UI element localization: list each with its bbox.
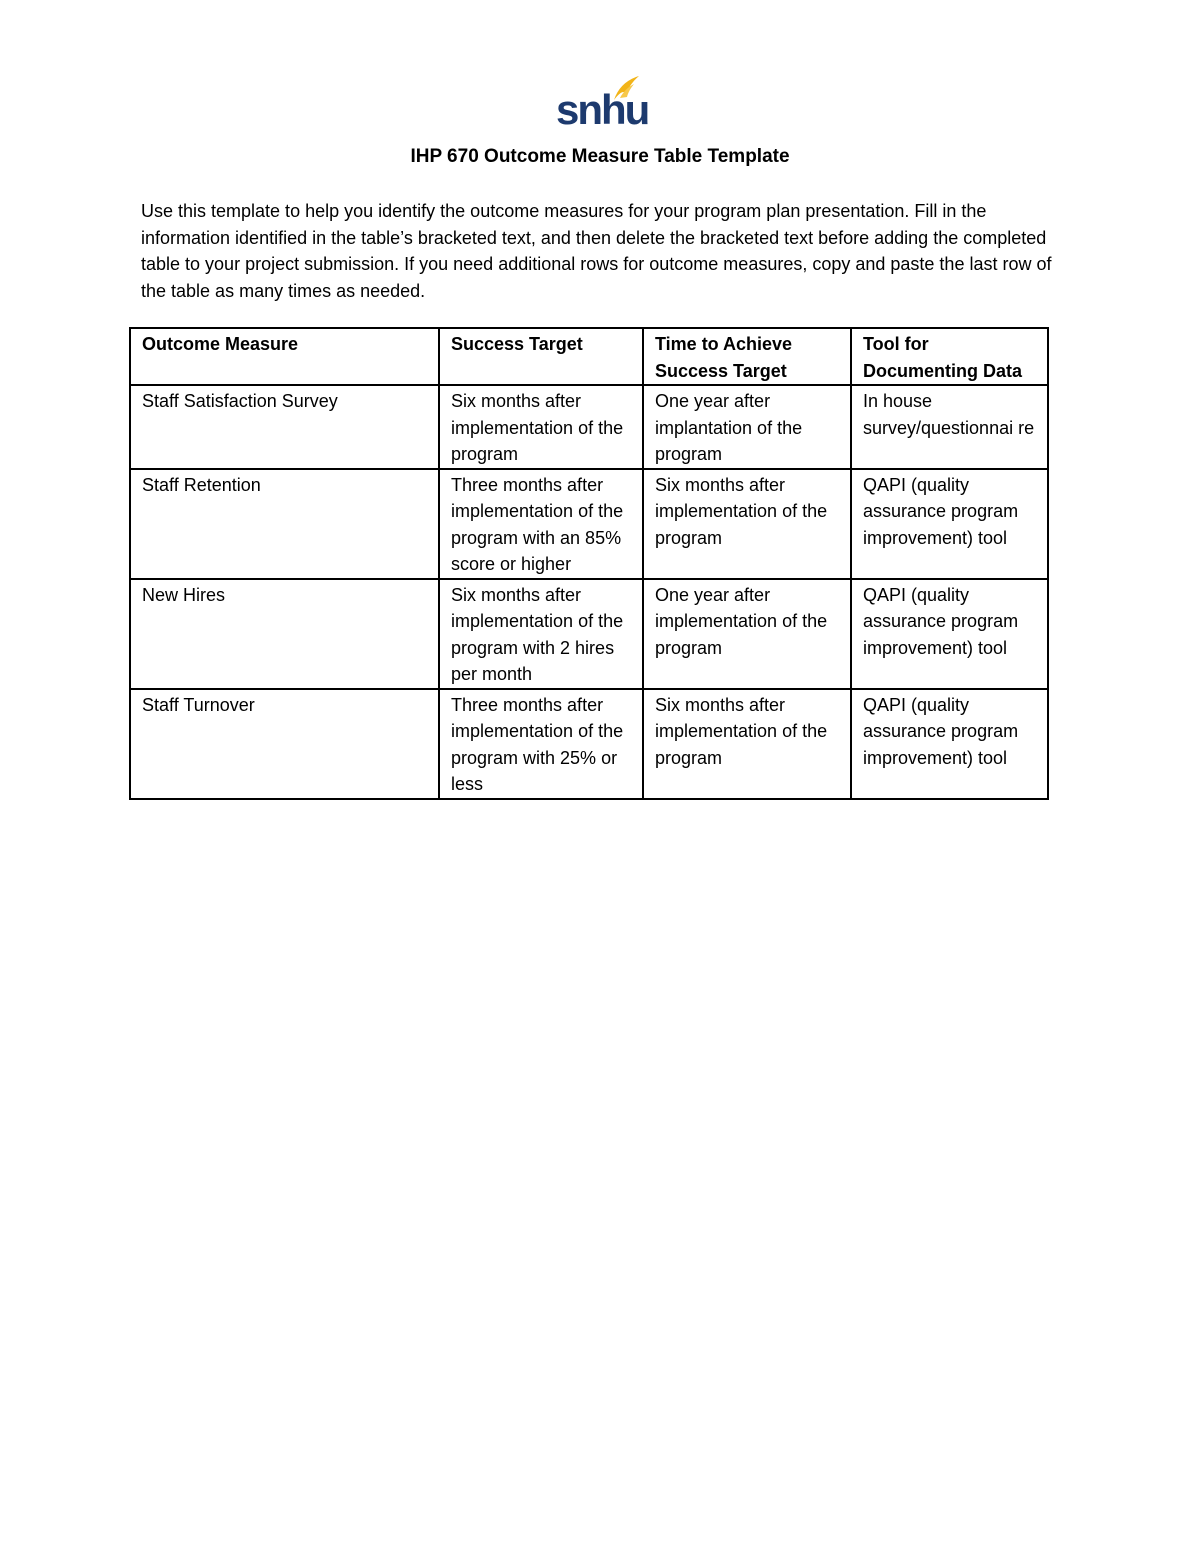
table-header-row — [130, 328, 1048, 385]
header-tool-for-documenting: Tool for Documenting Data — [851, 328, 1048, 385]
cell-time-to-achieve: Six months after implementation of the program — [643, 469, 851, 579]
table-row — [130, 689, 1048, 799]
cell-time-to-achieve: One year after implantation of the program — [643, 385, 851, 469]
intro-paragraph: Use this template to help you identify the outcome measures for your program plan presentation. Fill in the information identified in the table’s bracketed text, and then delete the bracketed text before adding the completed table to your project submission. If you need additional rows for outcome measures, copy and paste the last row of the table as many times as needed. — [141, 201, 1052, 301]
cell-success-target: Three months after implementation of the program with 25% or less — [439, 689, 643, 799]
cell-time-to-achieve: One year after implementation of the program — [643, 579, 851, 689]
cell-success-target: Six months after implementation of the program with 2 hires per month — [439, 579, 643, 689]
cell-success-target: Three months after implementation of the program with an 85% score or higher — [439, 469, 643, 579]
snhu-logo — [556, 74, 649, 134]
header-time-to-achieve: Time to Achieve Success Target — [643, 328, 851, 385]
cell-tool: In house survey/questionnai re — [851, 385, 1048, 469]
outcome-measure-table — [129, 327, 1049, 800]
table-row — [130, 579, 1048, 689]
cell-outcome-measure: Staff Turnover — [130, 689, 439, 799]
cell-tool: QAPI (quality assurance program improvement) tool — [851, 689, 1048, 799]
cell-outcome-measure: Staff Retention — [130, 469, 439, 579]
header-outcome-measure: Outcome Measure — [130, 328, 439, 385]
document-title: IHP 670 Outcome Measure Table Template — [410, 146, 790, 167]
cell-success-target: Six months after implementation of the program — [439, 385, 643, 469]
cell-tool: QAPI (quality assurance program improvement) tool — [851, 579, 1048, 689]
header-success-target: Success Target — [439, 328, 643, 385]
cell-outcome-measure: New Hires — [130, 579, 439, 689]
cell-outcome-measure: Staff Satisfaction Survey — [130, 385, 439, 469]
table-row — [130, 385, 1048, 469]
logo-wordmark: snhu — [556, 86, 649, 133]
cell-tool: QAPI (quality assurance program improvement) tool — [851, 469, 1048, 579]
table-row — [130, 469, 1048, 579]
cell-time-to-achieve: Six months after implementation of the program — [643, 689, 851, 799]
